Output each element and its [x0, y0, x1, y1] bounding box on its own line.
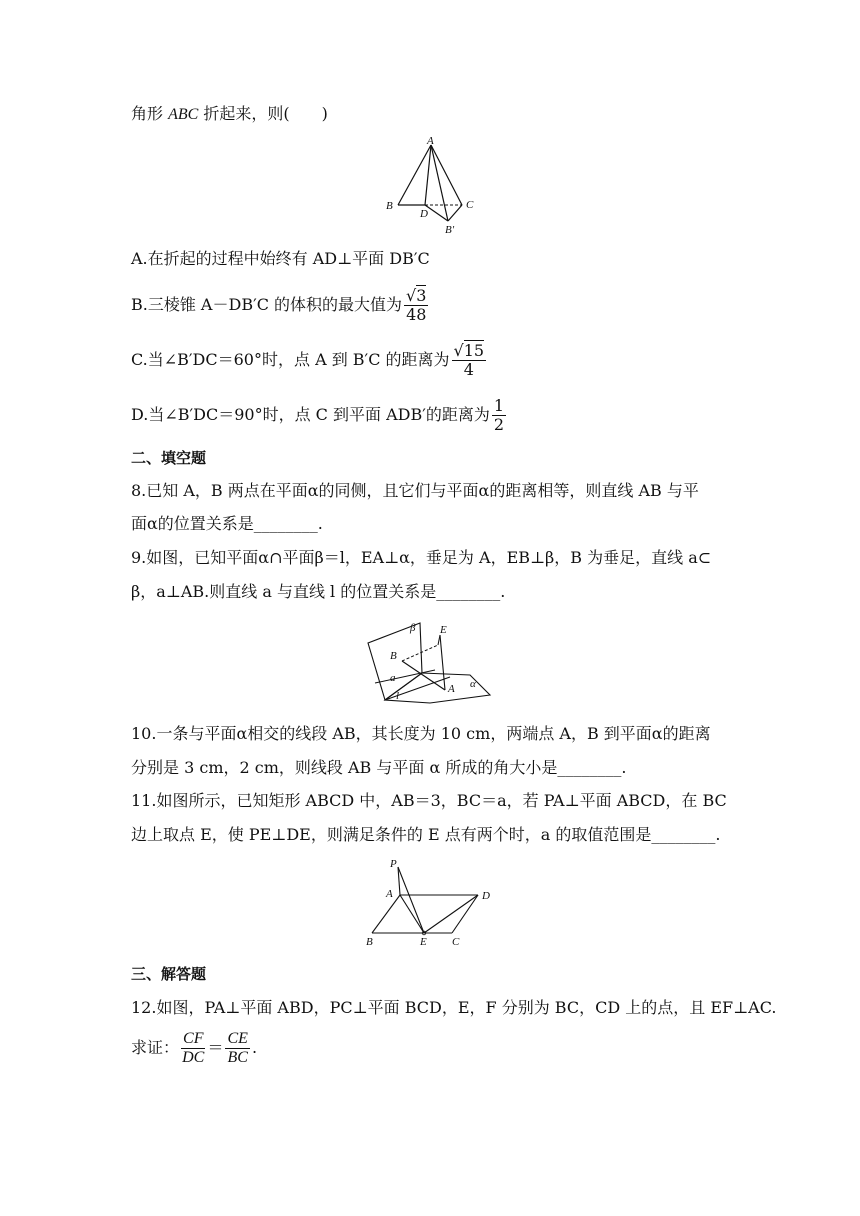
q12-equals: ＝ — [207, 1038, 224, 1057]
intro-line — [131, 103, 328, 126]
option-d-fraction — [492, 397, 506, 434]
option-d-text: D.当∠B′DC＝90°时，点 C 到平面 ADB′的距离为 — [131, 405, 490, 424]
figure-folded-triangle — [380, 135, 490, 240]
label-B: B — [390, 650, 397, 662]
section-fill-in-heading: 二、填空题 — [131, 449, 207, 467]
label-alpha: α — [470, 678, 476, 690]
label-beta: β — [410, 622, 416, 634]
label-E: E — [440, 624, 447, 636]
option-b-sqrt: 3 — [416, 286, 427, 305]
option-c — [131, 342, 488, 379]
q12-num2: CE — [227, 1030, 248, 1047]
q11-line1: 11.如图所示，已知矩形 ABCD 中，AB＝3，BC＝a，若 PA⊥平面 ABCD，在 BC — [131, 791, 727, 810]
q12-period: . — [251, 1038, 258, 1057]
option-c-text: C.当∠B′DC＝60°时，点 A 到 B′C 的距离为 — [131, 350, 450, 369]
option-d — [131, 397, 508, 434]
option-a: A.在折起的过程中始终有 AD⊥平面 DB′C — [131, 249, 430, 268]
option-c-sqrt: 15 — [463, 341, 485, 360]
label-D: D — [420, 208, 428, 220]
q12-line1: 12.如图，PA⊥平面 ABD，PC⊥平面 BCD，E，F 分别为 BC，CD 上的点，且 EF⊥AC. — [131, 998, 777, 1017]
label-E: E — [420, 936, 427, 948]
q12-fraction-cf-dc — [181, 1030, 205, 1067]
q12-prove-label: 求证： — [131, 1038, 180, 1057]
q12-den1: DC — [182, 1049, 205, 1066]
label-C: C — [452, 936, 460, 948]
q9-line1: 9.如图，已知平面α∩平面β＝l，EA⊥α，垂足为 A，EB⊥β，B 为垂足，直线 a⊂ — [131, 548, 712, 567]
label-l: l — [396, 690, 400, 702]
option-d-num: 1 — [493, 396, 505, 415]
label-A: A — [448, 683, 455, 695]
q11-line2: 边上取点 E，使 PE⊥DE，则满足条件的 E 点有两个时，a 的取值范围是________. — [131, 825, 721, 844]
intro-choice-paren: 折起来，则( ) — [198, 104, 328, 123]
q10-line2: 分别是 3 cm，2 cm，则线段 AB 与平面 α 所成的角大小是________. — [131, 758, 627, 777]
label-B: B — [366, 936, 373, 948]
q10-line1: 10.一条与平面α相交的线段 AB，其长度为 10 cm，两端点 A，B 到平面α的距离 — [131, 724, 711, 743]
label-B: B — [386, 200, 393, 212]
option-b-fraction: $\frac{√3}{48}$ — [406, 286, 427, 324]
figure-planes — [360, 615, 500, 705]
intro-abc: ABC — [168, 106, 199, 123]
q12-line2 — [131, 1030, 257, 1067]
figure-rectangle-pyramid — [360, 855, 500, 950]
option-d-den: 2 — [493, 415, 505, 434]
q12-den2: BC — [227, 1049, 248, 1066]
label-A: A — [427, 135, 434, 147]
label-D: D — [482, 890, 490, 902]
q8-line1: 8.已知 A，B 两点在平面α的同侧，且它们与平面α的距离相等，则直线 AB 与平 — [131, 481, 699, 500]
label-a: a — [390, 672, 396, 684]
option-c-den: 4 — [463, 360, 474, 379]
intro-text: 角形 — [131, 104, 169, 123]
q12-fraction-ce-bc — [225, 1030, 249, 1067]
label-A: A — [386, 888, 393, 900]
option-c-fraction: $\frac{√15}{4}$ — [453, 341, 485, 379]
q8-line2: 面α的位置关系是________. — [131, 514, 323, 533]
section-answer-heading: 三、解答题 — [131, 965, 207, 983]
label-P: P — [390, 858, 397, 870]
label-C: C — [466, 199, 474, 211]
option-b-den: 48 — [406, 305, 427, 324]
option-b-text: B.三棱锥 A－DB′C 的体积的最大值为 — [131, 295, 403, 314]
q9-line2: β，a⊥AB.则直线 a 与直线 l 的位置关系是________. — [131, 582, 506, 601]
q12-num1: CF — [183, 1030, 204, 1047]
option-b — [131, 287, 430, 324]
label-Bprime: B′ — [445, 224, 455, 236]
